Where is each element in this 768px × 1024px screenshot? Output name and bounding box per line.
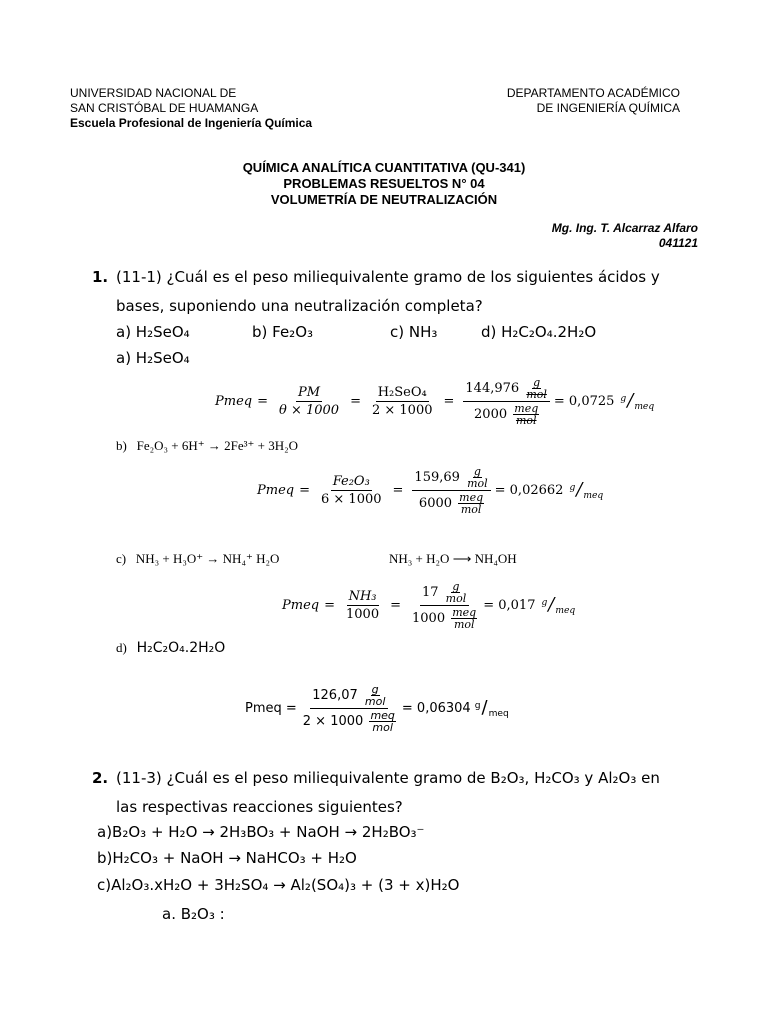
problem2-number: 2. [92, 769, 109, 787]
university-name-line1: UNIVERSIDAD NACIONAL DE [70, 86, 237, 100]
school-name: Escuela Profesional de Ingeniería Química [70, 116, 313, 130]
problem2-sub-a: a. B₂O₃ : [162, 905, 225, 923]
equation-d: Pmeq = 126,07 g mol 2 × 1000 meq mol = 0,06304 $^g/_{meq}$ [245, 682, 509, 734]
part-d-label: d) H₂C₂O₄.2H₂O [116, 640, 226, 656]
problem1-number: 1. [92, 268, 109, 286]
author-name: Mg. Ing. T. Alcarraz Alfaro [551, 221, 698, 235]
problem2-line1: (11-3) ¿Cuál es el peso miliequivalente gramo de B₂O₃, H₂CO₃ y Al₂O₃ en [116, 769, 660, 787]
eq-c-fraction1: $\frac{\text{NH₃}}{1000}$ [346, 588, 380, 622]
problem1-statement [116, 267, 706, 316]
department-line2: DE INGENIERÍA QUÍMICA [536, 101, 680, 115]
problem1-option-c: c) NH₃ [390, 323, 438, 341]
problem2-reaction-c: c)Al₂O₃.xH₂O + 3H₂SO₄ → Al₂(SO₄)₃ + (3 + x)H₂O [97, 876, 460, 894]
eq-b-fraction2: 159,69 g mol 6000 meq mol [412, 466, 490, 515]
equation-b: Pmeq = $\frac{\text{Fe₂O₃}}{6 \times 1000}$ = 159,69 g mol 6000 meq mol = 0,02662 $^g/_{meq}$ [257, 464, 604, 516]
problem2-reaction-b: b)H₂CO₃ + NaOH → NaHCO₃ + H₂O [97, 849, 357, 867]
problem1-line1: (11-1) ¿Cuál es el peso miliequivalente gramo de los siguientes ácidos y [116, 268, 660, 286]
eq-a-fraction3: 144,976 g mol 2000 meq mol [463, 377, 549, 426]
course-title: QUÍMICA ANALÍTICA CUANTITATIVA (QU-341) [242, 160, 526, 175]
problem1-option-a: a) H₂SeO₄ [116, 323, 190, 341]
topic-title: VOLUMETRÍA DE NEUTRALIZACIÓN [270, 192, 498, 207]
part-a-label: a) H₂SeO₄ [116, 349, 190, 367]
eq-a-lhs: Pmeq [215, 393, 253, 409]
equation-c: Pmeq = $\frac{\text{NH₃}}{1000}$ = 17 g mol 1000 meq mol = 0,017 $^g/_{meq}$ [282, 579, 576, 631]
problem1-option-d: d) H₂C₂O₄.2H₂O [481, 323, 597, 341]
eq-a-unit: $^g/_{meq}$ [620, 390, 655, 412]
problem-set-title: PROBLEMAS RESUELTOS N° 04 [283, 176, 485, 191]
problem2-line2: las respectivas reacciones siguientes? [116, 798, 403, 816]
reaction-c-alt: NH₃ + H₂O ⟶ NH₄OH [389, 551, 517, 566]
problem2-reaction-a: a)B₂O₃ + H₂O → 2H₃BO₃ + NaOH → 2H₂BO₃⁻ [97, 823, 425, 841]
author-block [552, 221, 698, 251]
problem2-statement [116, 768, 706, 817]
reaction-b: b) Fe₂O₃ + 6H⁺ → 2Fe³⁺ + 3H₂O [116, 438, 299, 453]
document-title [0, 160, 768, 208]
eq-a-fraction1: $\frac{PM}{\theta \times 1000}$ [279, 384, 340, 418]
university-name-line2: SAN CRISTÓBAL DE HUAMANGA [70, 101, 259, 115]
department-header [507, 86, 680, 116]
author-code: 041121 [658, 236, 698, 250]
eq-c-fraction2: 17 g mol 1000 meq mol [412, 579, 477, 631]
reaction-c: c) NH₃ + H₃O⁺ → NH₄⁺ H₂O [116, 551, 280, 566]
problem1-option-b: b) Fe₂O₃ [252, 323, 314, 341]
eq-a-result: = 0,0725 [553, 393, 615, 409]
eq-a-fraction2: $\frac{\text{H₂SeO₄}}{2 \times 1000}$ [371, 384, 433, 418]
eq-b-fraction1: $\frac{\text{Fe₂O₃}}{6 \times 1000}$ [321, 473, 382, 507]
department-line1: DEPARTAMENTO ACADÉMICO [506, 86, 680, 100]
eq-d-fraction: 126,07 g mol 2 × 1000 meq mol [302, 682, 395, 734]
university-header [70, 86, 312, 131]
equation-a: Pmeq = $\frac{PM}{\theta \times 1000}$ = $\frac{\text{H₂SeO₄}}{2 \times 1000}$ = 144,976 g mol 2000 meq mol = 0,0725 $^g/_{meq}$ [215, 375, 655, 427]
problem1-line2: bases, suponiendo una neutralización completa? [116, 297, 483, 315]
